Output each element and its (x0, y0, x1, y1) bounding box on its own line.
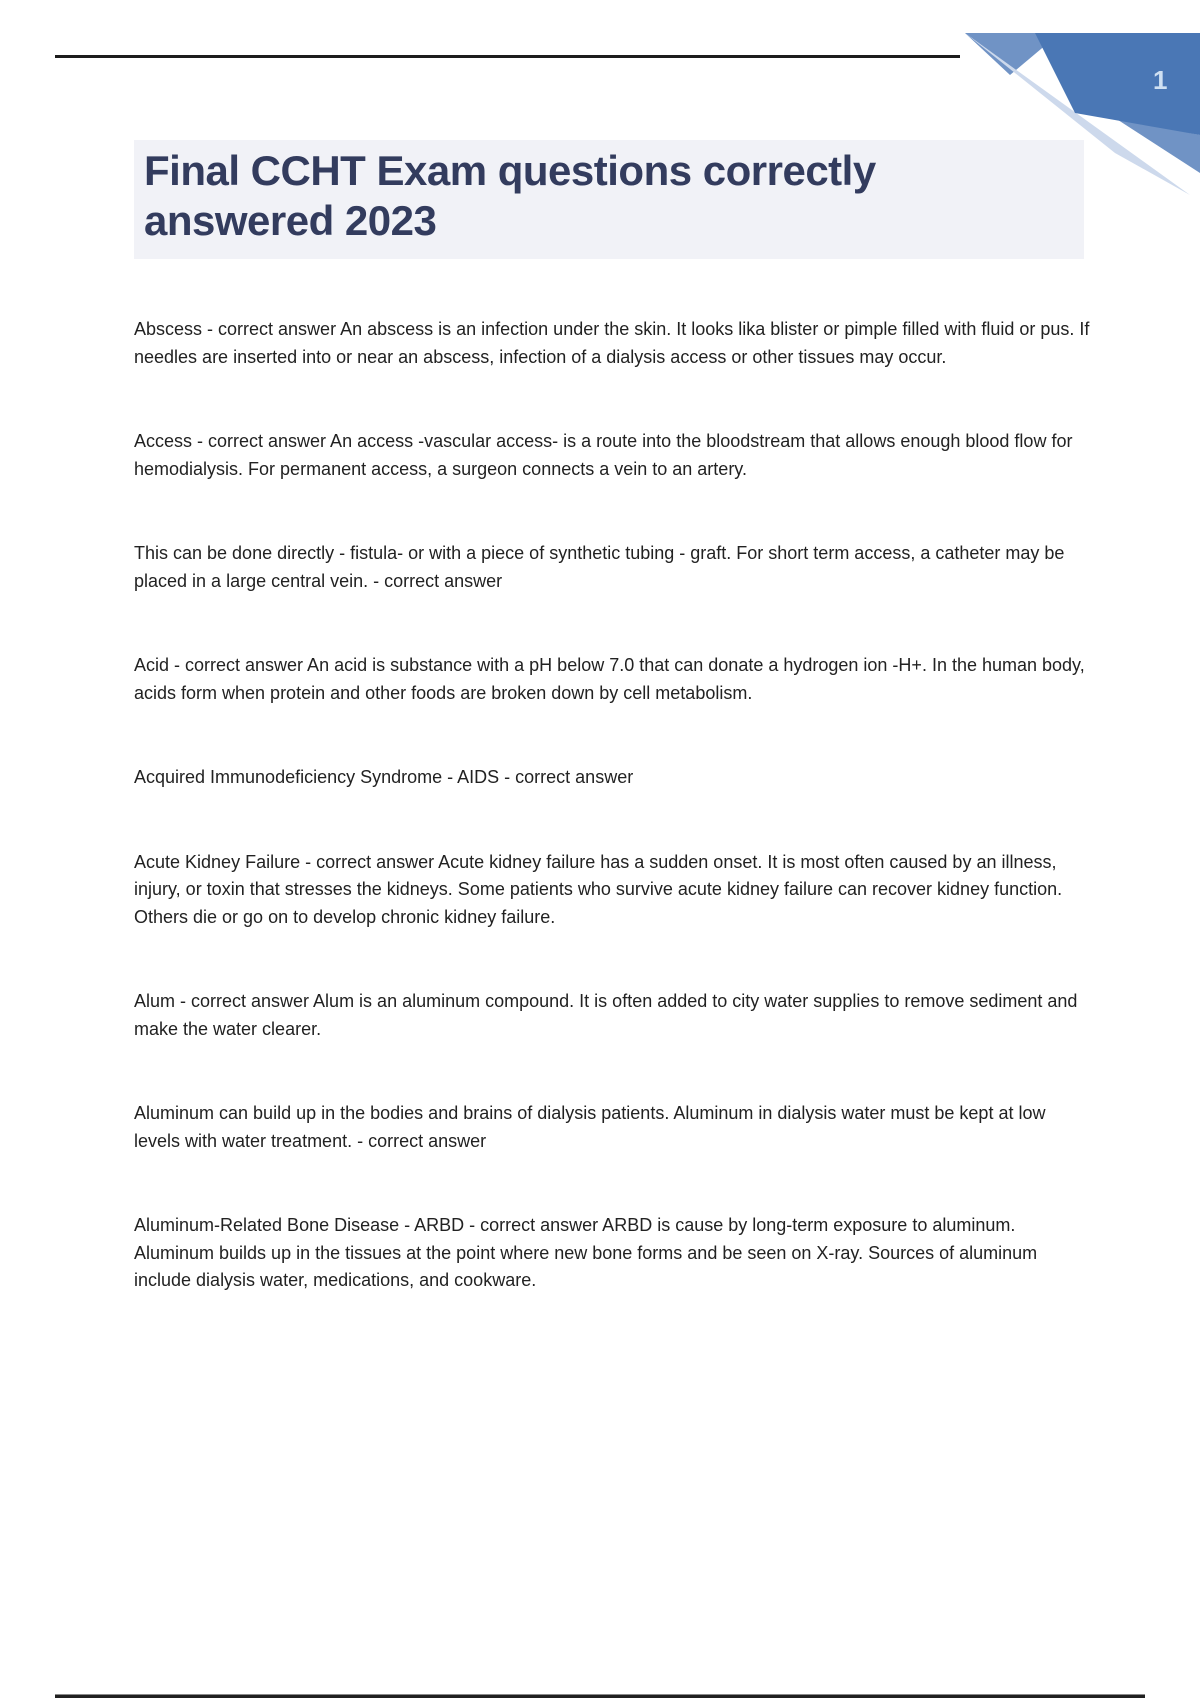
title-banner (134, 140, 1084, 259)
paragraph-acid: Acid - correct answer An acid is substance with a pH below 7.0 that can donate a hydrogen ion -H+. In the human body, acids form when protein and other foods are broken down by cell metabolism. (134, 655, 1085, 703)
paragraph-alum: Alum - correct answer Alum is an aluminum compound. It is often added to city water supplies to remove sediment and make the water clearer. (134, 991, 1078, 1039)
footer-rule (55, 1694, 1145, 1698)
paragraph-fistula-graft: This can be done directly - fistula- or with a piece of synthetic tubing - graft. For short term access, a catheter may be placed in a large central vein. - correct answer (134, 543, 1065, 591)
paragraph-arbd: Aluminum-Related Bone Disease - ARBD - correct answer ARBD is cause by long-term exposure to aluminum. Aluminum builds up in the tissues at the point where new bone forms and be seen on X-ray. Sources of aluminum include dialysis water, medications, and cookware. (134, 1215, 1038, 1290)
paragraph-acute-kidney-failure: Acute Kidney Failure - correct answer Acute kidney failure has a sudden onset. It is most often caused by an illness, injury, or toxin that stresses the kidneys. Some patients who survive acute kidney failure can recover kidney function. Others die or go on to develop chronic kidney failure. (134, 851, 1063, 927)
document-body (134, 316, 1090, 1352)
paragraph-abscess: Abscess - correct answer An abscess is an infection under the skin. It looks lika blister or pimple filled with fluid or pus. If needles are inserted into or near an abscess, infection of a dialysis access or other tissues may occur. (134, 319, 1090, 367)
page-number: 1 (1153, 65, 1168, 95)
paragraph-aids: Acquired Immunodeficiency Syndrome - AIDS - correct answer (134, 767, 634, 787)
header-rule (55, 55, 960, 58)
paragraph-aluminum-buildup: Aluminum can build up in the bodies and brains of dialysis patients. Aluminum in dialysis water must be kept at low levels with water treatment. - correct answer (134, 1103, 1046, 1151)
paragraph-access: Access - correct answer An access -vascular access- is a route into the bloodstream that allows enough blood flow for hemodialysis. For permanent access, a surgeon connects a vein to an artery. (134, 431, 1073, 479)
page-title: Final CCHT Exam questions correctly answered 2023 (144, 147, 876, 245)
ornament-dark-triangle (1035, 33, 1200, 135)
